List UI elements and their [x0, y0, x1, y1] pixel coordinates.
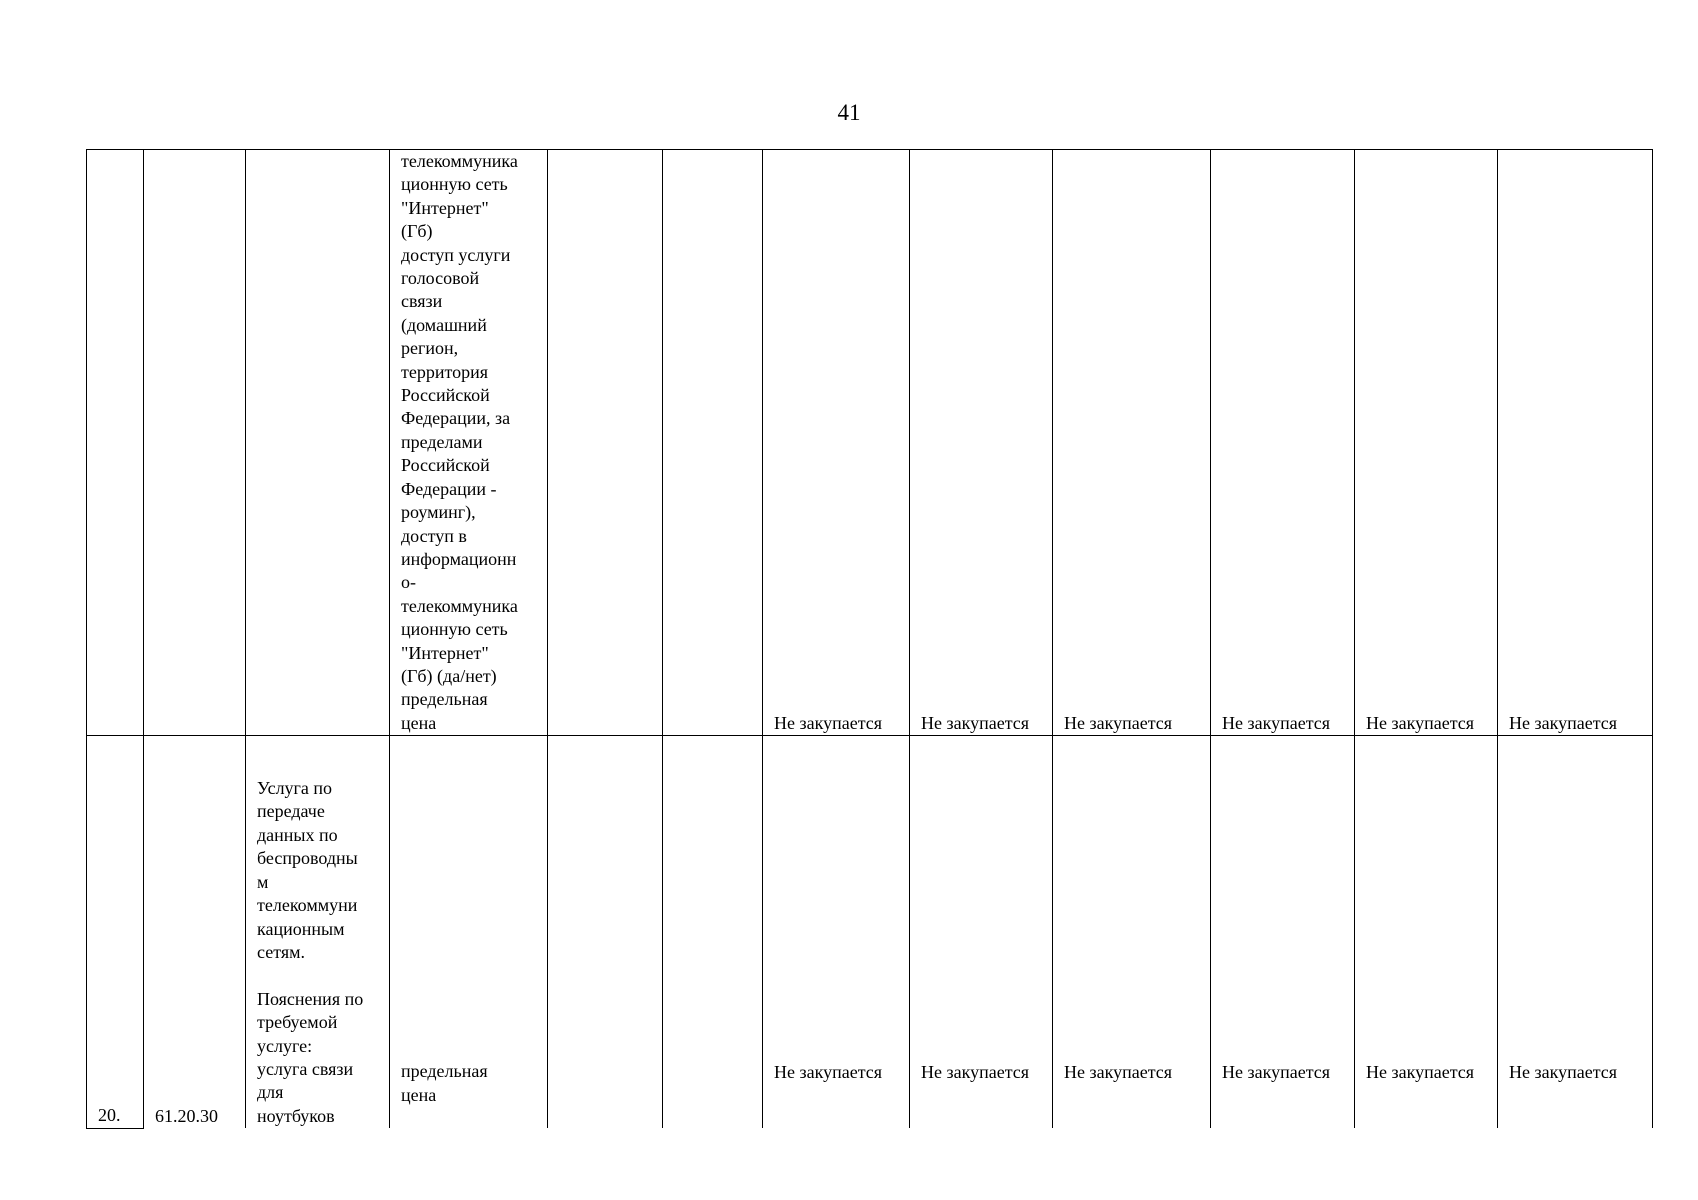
value-cell: Не закупается — [1211, 150, 1355, 736]
characteristic-text: телекоммуника ционную сеть "Интернет" (Гб) доступ услуги голосовой связи (домашний регион, территория Российской Федерации, за пределами Российской Федерации - роуминг), доступ в информационн о- телекоммуника ционную сеть "Интернет" (Гб) (да/нет) предельная цена — [401, 151, 518, 733]
value-cell: Не закупается — [1498, 150, 1653, 736]
empty-cell — [663, 150, 763, 736]
row-number-cell: 20. — [87, 736, 144, 1129]
row-number-cell — [87, 150, 144, 736]
characteristic-cell — [390, 736, 548, 1129]
item-name-cell — [246, 150, 390, 736]
characteristic-text: предельная цена — [401, 1061, 488, 1105]
okpd-code-cell — [144, 150, 246, 736]
empty-cell — [548, 150, 663, 736]
requirements-table — [86, 149, 1653, 1129]
value-cell: Не закупается — [763, 150, 910, 736]
value-cell: Не закупается — [1053, 150, 1211, 736]
characteristic-cell — [390, 150, 548, 736]
table-row — [87, 150, 1653, 736]
value-cell: Не закупается — [1211, 736, 1355, 1129]
item-name-cell — [246, 736, 390, 1129]
value-cell: Не закупается — [1498, 736, 1653, 1129]
item-name-text: Услуга по передаче данных по беспроводны м телекоммуни кационным сетям. Пояснения по требуемой услуге: услуга связи для ноутбуков — [257, 778, 364, 1126]
value-cell: Не закупается — [1053, 736, 1211, 1129]
value-cell: Не закупается — [1355, 150, 1498, 736]
empty-cell — [548, 736, 663, 1129]
okpd-code-cell: 61.20.30 — [144, 736, 246, 1129]
value-cell: Не закупается — [910, 736, 1053, 1129]
value-cell: Не закупается — [910, 150, 1053, 736]
table-row — [87, 736, 1653, 1129]
value-cell: Не закупается — [1355, 736, 1498, 1129]
page-number: 41 — [837, 100, 861, 125]
empty-cell — [663, 736, 763, 1129]
value-cell: Не закупается — [763, 736, 910, 1129]
